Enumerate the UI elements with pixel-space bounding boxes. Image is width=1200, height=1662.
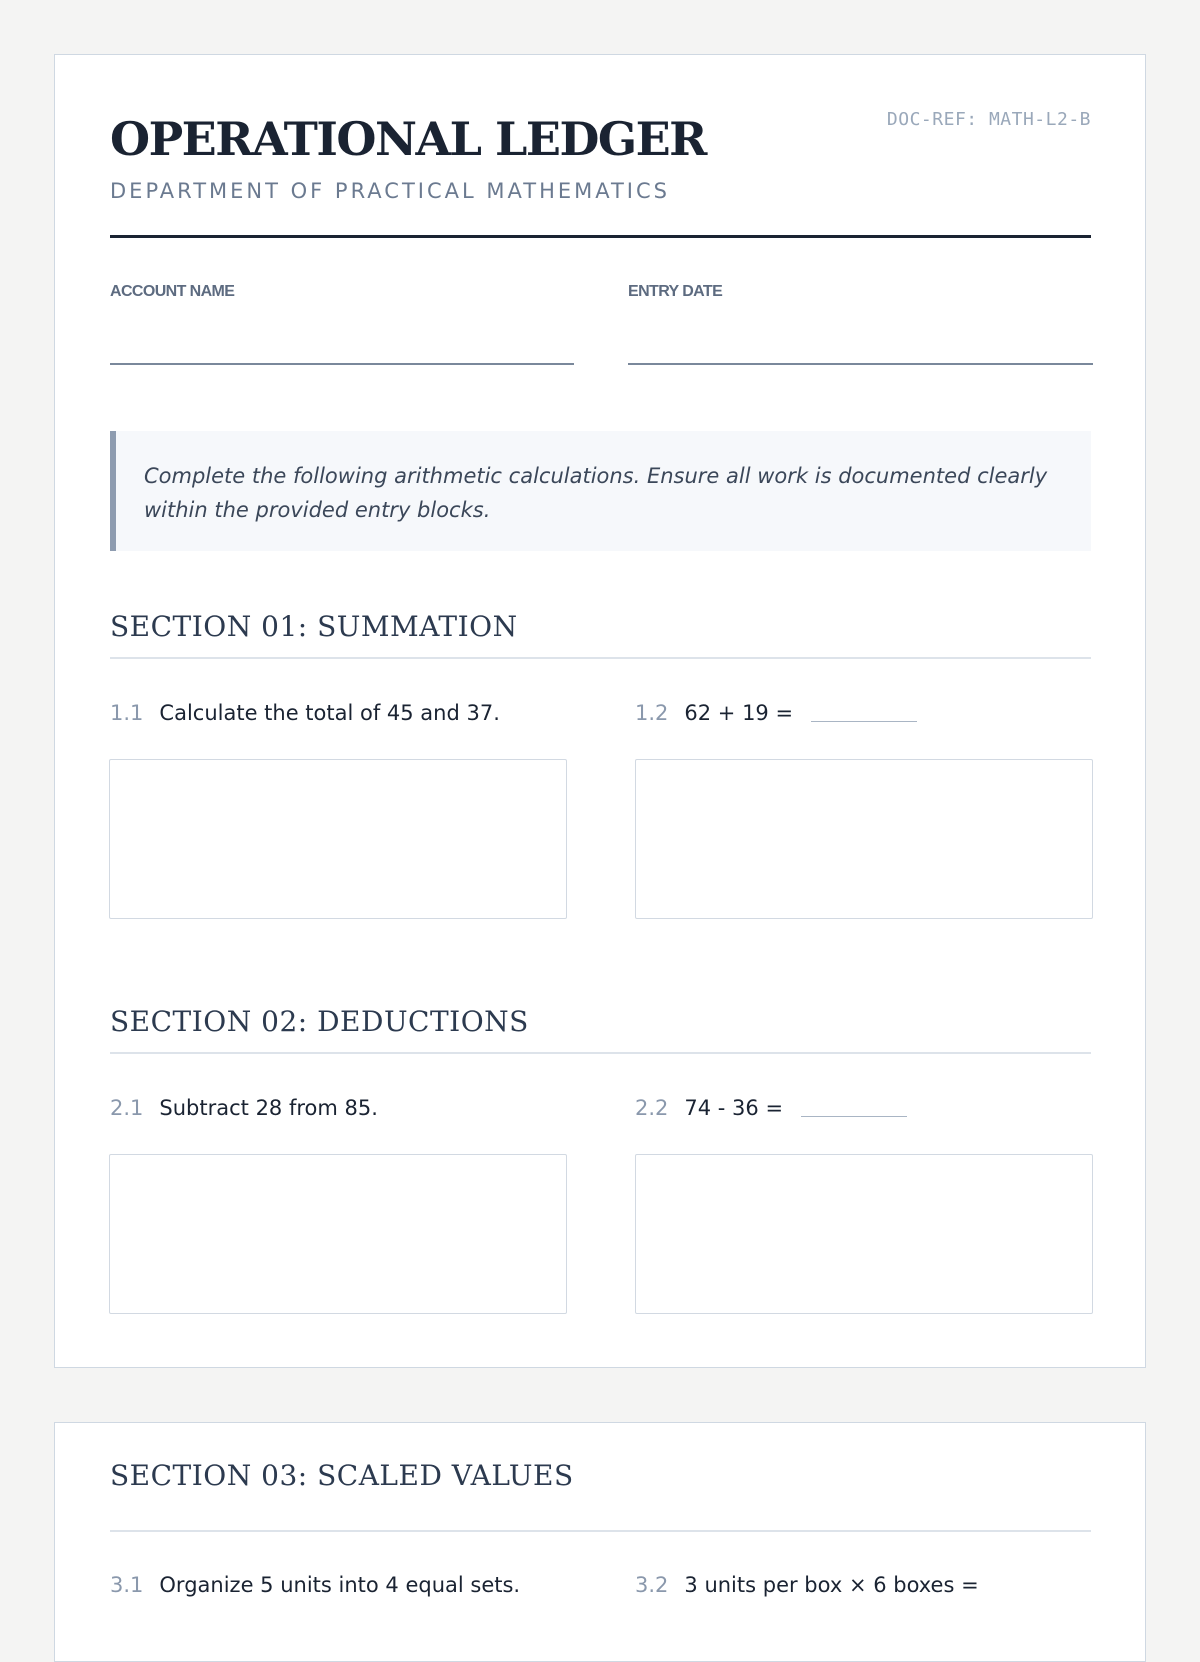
question-number: 3.1 <box>110 1573 144 1597</box>
work-box-2-2[interactable] <box>635 1154 1093 1314</box>
question-3-1 <box>110 1573 520 1597</box>
section-title-deductions: SECTION 02: DEDUCTIONS <box>110 1005 529 1038</box>
answer-blank[interactable] <box>801 1115 907 1117</box>
question-number: 1.1 <box>110 701 144 725</box>
question-text: 62 + 19 = <box>684 701 794 725</box>
question-text: Subtract 28 from 85. <box>159 1096 378 1120</box>
question-text: Calculate the total of 45 and 37. <box>159 701 500 725</box>
question-text: 74 - 36 = <box>684 1096 784 1120</box>
doc-reference: DOC-REF: MATH-L2-B <box>886 109 1091 130</box>
entry-date-label: ENTRY DATE <box>628 283 723 300</box>
question-1-1 <box>110 701 500 725</box>
section-divider <box>110 1052 1091 1054</box>
account-name-field[interactable] <box>110 363 574 365</box>
header-divider <box>110 235 1091 238</box>
question-number: 2.2 <box>635 1096 669 1120</box>
answer-blank[interactable] <box>811 720 917 722</box>
page-subtitle: DEPARTMENT OF PRACTICAL MATHEMATICS <box>110 179 670 203</box>
section-divider <box>110 1530 1091 1532</box>
entry-date-field[interactable] <box>628 363 1093 365</box>
question-1-2 <box>635 701 917 725</box>
question-text: Organize 5 units into 4 equal sets. <box>159 1573 521 1597</box>
instructions-note: Complete the following arithmetic calculations. Ensure all work is documented clearly within the provided entry blocks. <box>110 431 1091 551</box>
question-2-1 <box>110 1096 378 1120</box>
question-3-2 <box>635 1573 979 1597</box>
work-box-2-1[interactable] <box>109 1154 567 1314</box>
question-text: 3 units per box × 6 boxes = <box>684 1573 979 1597</box>
work-box-1-2[interactable] <box>635 759 1093 919</box>
question-2-2 <box>635 1096 907 1120</box>
worksheet-page-1 <box>54 54 1146 1368</box>
section-divider <box>110 657 1091 659</box>
account-name-label: ACCOUNT NAME <box>110 283 235 300</box>
page-title: OPERATIONAL LEDGER <box>110 112 706 166</box>
work-box-1-1[interactable] <box>109 759 567 919</box>
question-number: 3.2 <box>635 1573 669 1597</box>
section-title-scaled-values: SECTION 03: SCALED VALUES <box>110 1459 574 1492</box>
question-number: 1.2 <box>635 701 669 725</box>
question-number: 2.1 <box>110 1096 144 1120</box>
worksheet-page-2 <box>54 1422 1146 1662</box>
section-title-summation: SECTION 01: SUMMATION <box>110 610 518 643</box>
